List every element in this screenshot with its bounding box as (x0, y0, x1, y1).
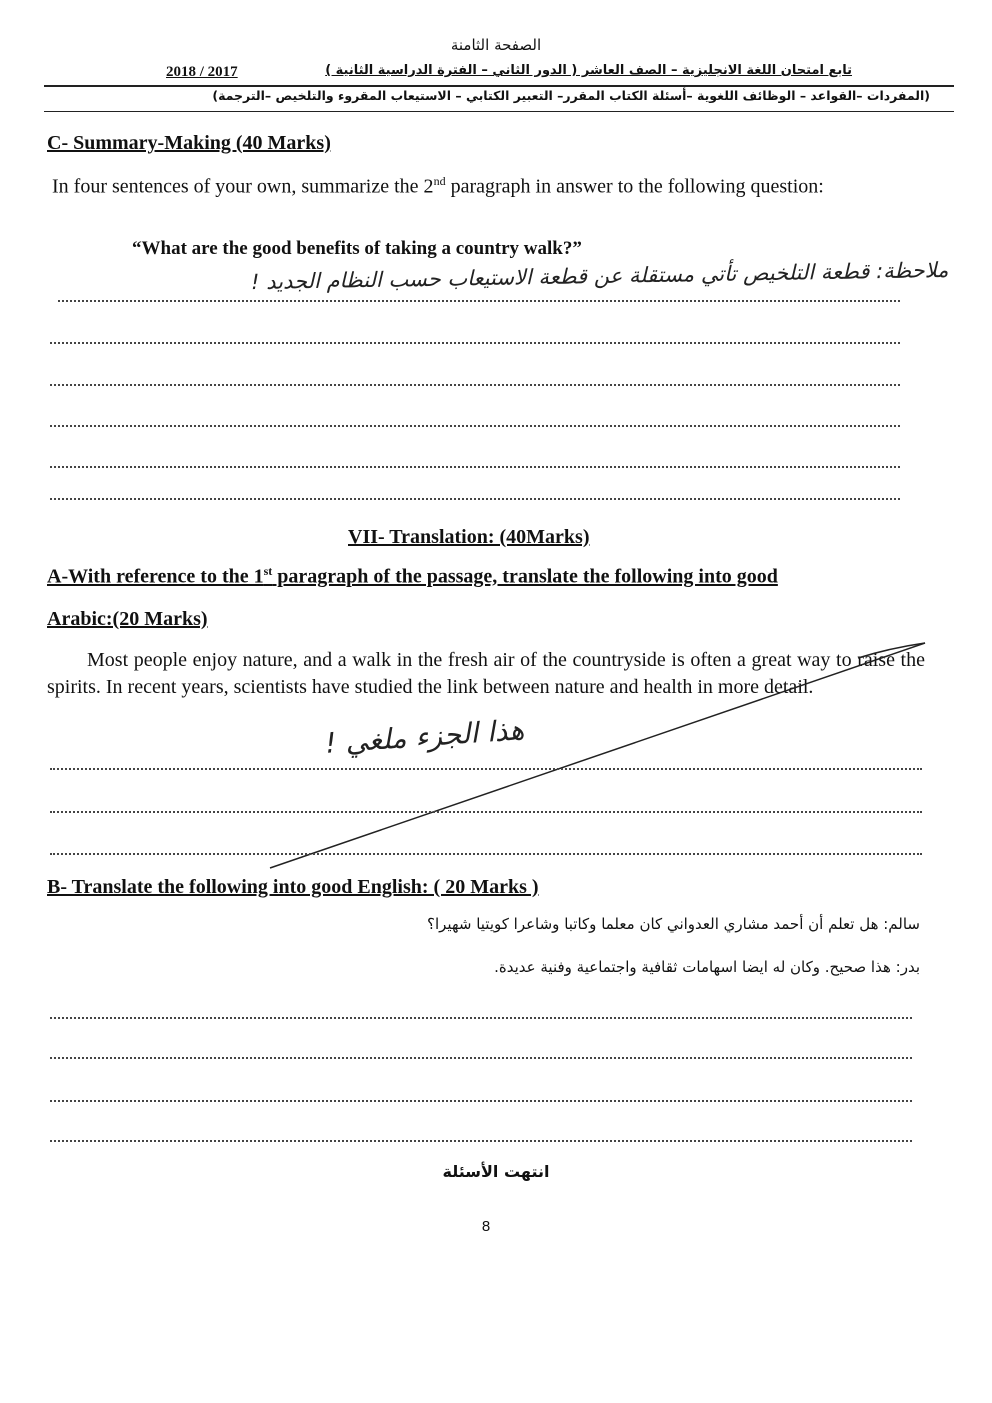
part-b-line-1: سالم: هل تعلم أن أحمد مشاري العدواني كان معلما وكاتبا وشاعرا كويتيا شهيرا؟ (427, 915, 920, 933)
answer-line[interactable] (50, 853, 922, 855)
instruction-text-2: paragraph in answer to the following question: (445, 175, 824, 198)
translation-title: VII- Translation: (40Marks) (348, 526, 590, 548)
instruction-sup: nd (433, 174, 446, 188)
instruction-text: In four sentences of your own, summarize the 2 (52, 175, 434, 198)
end-of-questions: انتهت الأسئلة (442, 1162, 550, 1181)
page-label: الصفحة الثامنة (450, 36, 542, 54)
answer-line[interactable] (50, 1057, 912, 1059)
summary-question: “What are the good benefits of taking a country walk?” (132, 238, 582, 259)
part-a-handwritten: هذا الجزء ملغي ! (324, 713, 526, 760)
summary-title: C- Summary-Making (40 Marks) (47, 132, 331, 154)
strike-tail (858, 643, 925, 658)
exam-title: تابع امتحان اللغة الانجليزية – الصف العاشر ( الدور الثاني – الفترة الدراسية الثانية ) (325, 63, 852, 78)
part-b-line-2: بدر: هذا صحيح. وكان له ايضا اسهامات ثقافية واجتماعية وفنية عديدة. (494, 958, 920, 976)
handwritten-note: ملاحظة: قطعة التلخيص تأتي مستقلة عن قطعة الاستيعاب حسب النظام الجديد ! (250, 257, 949, 295)
answer-line[interactable] (50, 1100, 912, 1102)
answer-line[interactable] (50, 1140, 912, 1142)
part-a-title-line2: Arabic:(20 Marks) (47, 608, 208, 630)
exam-year: 2018 / 2017 (166, 64, 238, 80)
part-a-passage: Most people enjoy nature, and a walk in the fresh air of the countryside is often a great way to raise the spirits. In recent years, scientists have studied the link between nature and health in more detail. (47, 649, 925, 698)
answer-line[interactable] (50, 1017, 912, 1019)
part-b-title: B- Translate the following into good English: ( 20 Marks ) (47, 876, 539, 898)
part-a-title-sup: st (263, 564, 273, 578)
page-number: 8 (481, 1218, 491, 1235)
answer-line[interactable] (50, 811, 922, 813)
part-a-title-text-2: paragraph of the passage, translate the following into good (272, 565, 778, 588)
exam-topics: (المفردات –القواعد – الوظائف اللغوية –أسئلة الكتاب المقرر– التعبير الكتابي – الاستيعاب المقروء والتلخيص –الترجمة) (212, 88, 930, 103)
part-a-title-text: A-With reference to the 1 (47, 565, 264, 588)
strike-diagonal (270, 643, 925, 868)
answer-line[interactable] (50, 768, 922, 770)
